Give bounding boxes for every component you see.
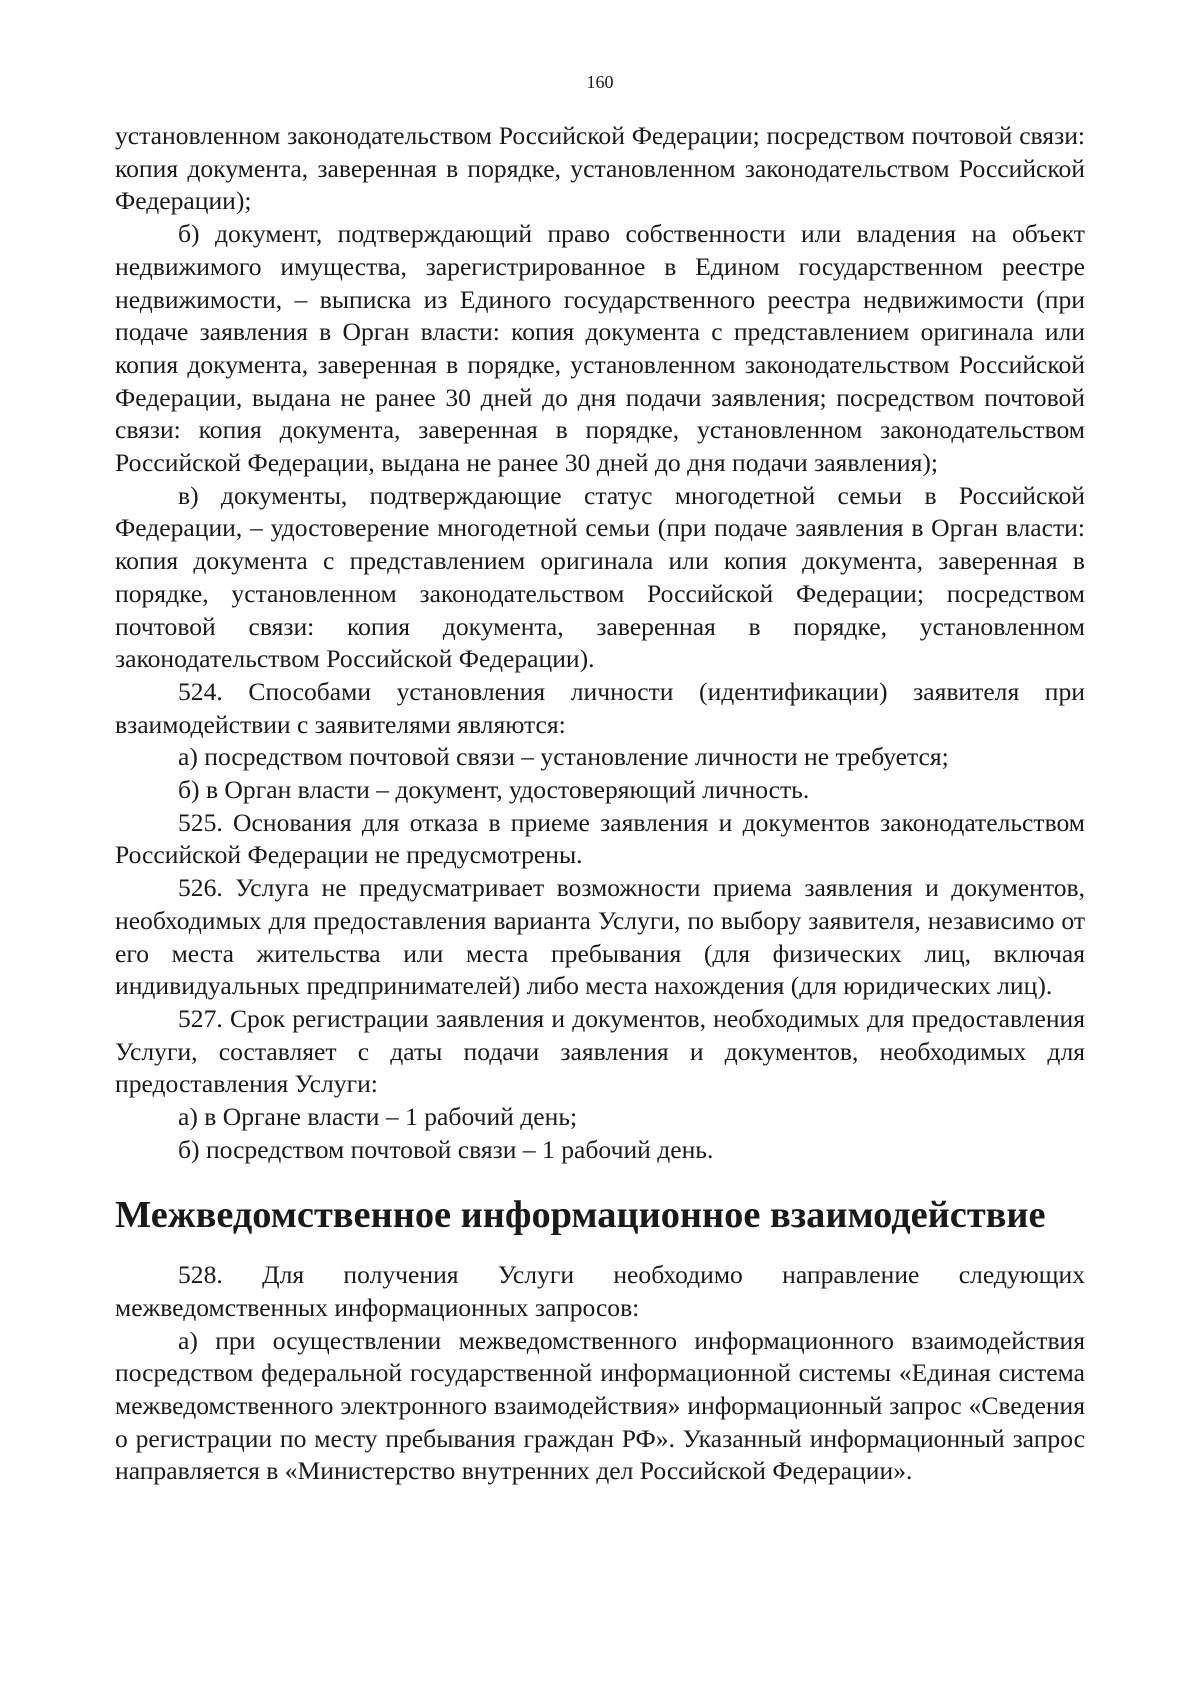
paragraph: а) при осуществлении межведомственного информационного взаимодействия посредством федеральной государственной информационной системы «Единая система межведомственного электронного взаимодействия» информационный запрос «Сведения о регистрации по месту пребывания граждан РФ». Указанный информационный запрос направляется в «Министерство внутренних дел Российской Федерации». <box>115 1325 1085 1486</box>
paragraph: б) в Орган власти – документ, удостоверяющий личность. <box>178 775 810 805</box>
paragraph: 524. Способами установления личности (идентификации) заявителя при взаимодействии с заявителями являются: <box>115 676 1085 739</box>
paragraph: б) посредством почтовой связи – 1 рабочий день. <box>178 1134 714 1164</box>
paragraph: б) документ, подтверждающий право собственности или владения на объект недвижимого имущества, зарегистрированное в Едином государственном реестре недвижимости, – выписка из Единого государственного реестра недвижимости (при подаче заявления в Орган власти: копия документа с представлением оригинала или копия документа, заверенная в порядке, установленном законодательством Российской Федерации, выдана не ранее 30 дней до дня подачи заявления; посредством почтовой связи: копия документа, заверенная в порядке, установленном законодательством Российской Федерации, выдана не ранее 30 дней до дня подачи заявления); <box>115 219 1085 478</box>
paragraph: в) документы, подтверждающие статус многодетной семьи в Российской Федерации, – удостоверение многодетной семьи (при подаче заявления в Орган власти: копия документа с представлением оригинала или копия документа, заверенная в порядке, установленном законодательством Российской Федерации; посредством почтовой связи: копия документа, заверенная в порядке, установленном законодательством Российской Федерации). <box>115 480 1085 674</box>
paragraph: а) посредством почтовой связи – установление личности не требуется; <box>178 742 949 772</box>
paragraph: 526. Услуга не предусматривает возможности приема заявления и документов, необходимых для предоставления варианта Услуги, по выбору заявителя, независимо от его места жительства или места пребывания (для физических лиц, включая индивидуальных предпринимателей) либо места нахождения (для юридических лиц). <box>115 873 1085 1001</box>
paragraphs-after-heading <box>115 1259 1085 1488</box>
paragraph: 528. Для получения Услуги необходимо направление следующих межведомственных информационных запросов: <box>115 1260 1085 1322</box>
paragraph: установленном законодательством Российской Федерации; посредством почтовой связи: копия документа, заверенная в порядке, установленном законодательством Российской Федерации); <box>115 121 1085 216</box>
page-number: 160 <box>586 72 614 92</box>
section-heading: Межведомственное информационное взаимодействие <box>115 1193 1046 1236</box>
paragraph: 525. Основания для отказа в приеме заявления и документов законодательством Российской Федерации не предусмотрены. <box>115 807 1085 870</box>
document-body <box>115 120 1085 1488</box>
paragraph: 527. Срок регистрации заявления и документов, необходимых для предоставления Услуги, составляет с даты подачи заявления и документов, необходимых для предоставления Услуги: <box>115 1003 1085 1099</box>
paragraphs-before-heading <box>115 120 1085 1167</box>
paragraph: а) в Органе власти – 1 рабочий день; <box>178 1102 578 1132</box>
